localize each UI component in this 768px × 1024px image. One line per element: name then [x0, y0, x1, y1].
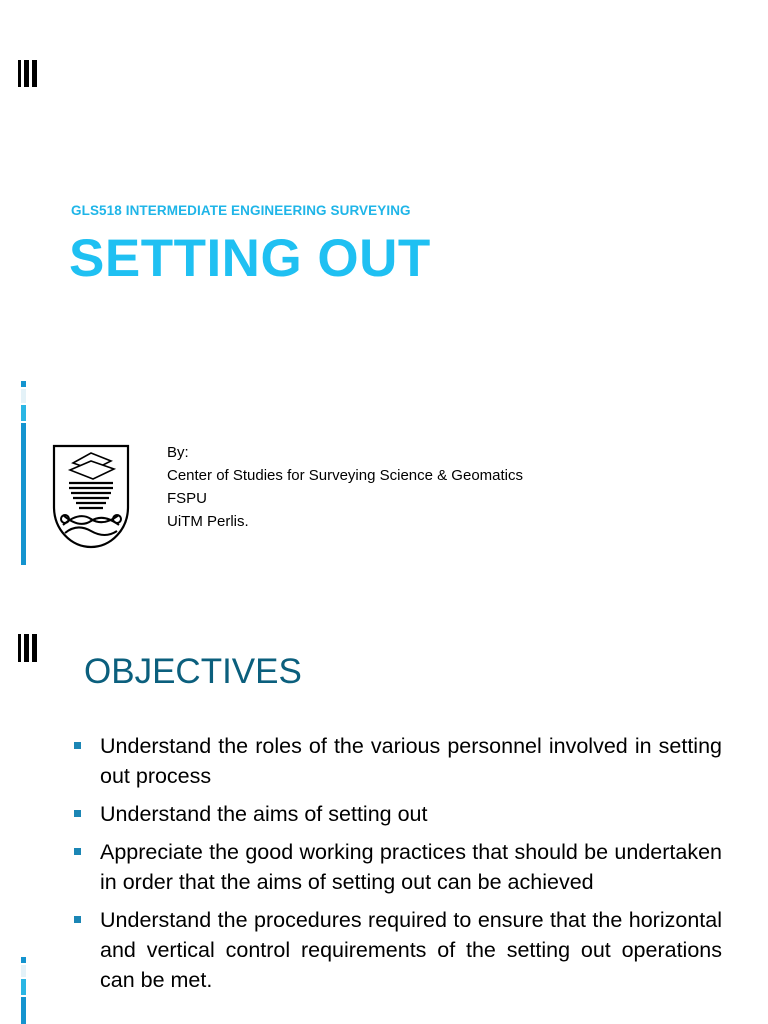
course-subtitle: GLS518 INTERMEDIATE ENGINEERING SURVEYING [71, 203, 411, 218]
author-block [167, 441, 523, 533]
list-item: Understand the procedures required to ensure that the horizontal and vertical control requirements of the setting out operations can be met. [72, 905, 722, 995]
objectives-list [72, 731, 722, 1003]
campus-name: UiTM Perlis. [167, 513, 249, 530]
accent-bar [21, 389, 26, 403]
accent-bar [21, 997, 26, 1024]
objectives-heading: OBJECTIVES [84, 652, 302, 691]
slide-marker-icon [18, 60, 37, 87]
accent-bar [21, 423, 26, 565]
by-label: By: [167, 444, 189, 461]
org-name: Center of Studies for Surveying Science & Geomatics [167, 467, 524, 484]
slide-title: SETTING OUT [69, 229, 431, 288]
university-crest-icon [51, 443, 131, 551]
bullet-icon [74, 810, 81, 817]
accent-bar [21, 965, 26, 977]
bullet-icon [74, 742, 81, 749]
list-item: Appreciate the good working practices that should be undertaken in order that the aims of setting out can be achieved [72, 837, 722, 897]
slide-marker-icon [18, 634, 37, 662]
accent-bar [21, 979, 26, 995]
list-item: Understand the aims of setting out [72, 799, 722, 829]
accent-bar [21, 957, 26, 963]
accent-bar [21, 405, 26, 421]
bullet-icon [74, 848, 81, 855]
faculty-name: FSPU [167, 490, 208, 507]
accent-bar [21, 381, 26, 387]
bullet-icon [74, 916, 81, 923]
list-item: Understand the roles of the various personnel involved in setting out process [72, 731, 722, 791]
